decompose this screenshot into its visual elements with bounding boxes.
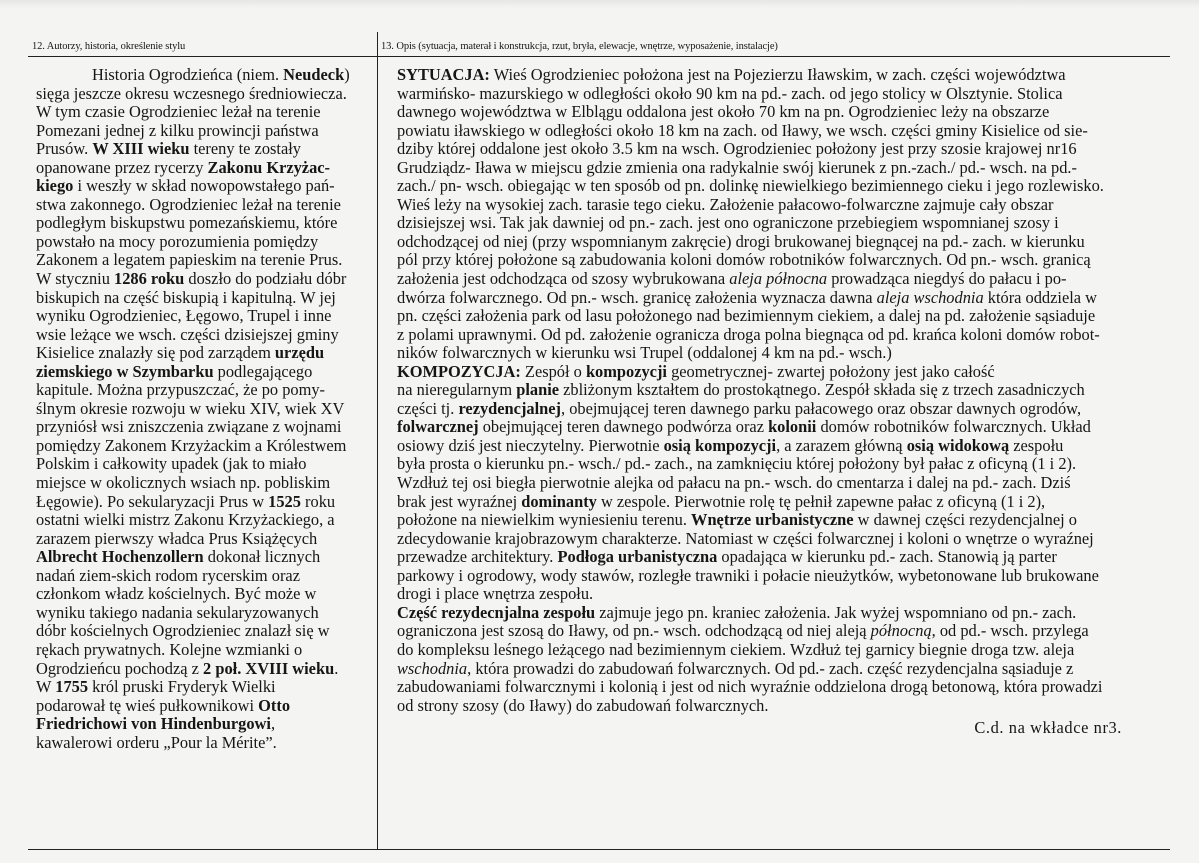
text-run: . [334, 658, 339, 678]
text-run: prowadząca niegdyś do pałacu i po- [827, 269, 1067, 289]
history-line [36, 474, 366, 493]
bold-text: 1525 [268, 491, 301, 511]
text-run: miejsce w okolicznych wsiach np. pobliskim [36, 473, 331, 493]
history-line [36, 660, 366, 679]
text-run: tereny te zostały [189, 139, 301, 159]
history-line [36, 715, 366, 734]
text-run: zdecydowanie krajobrazowym charakterze. Natomiast w części folwarcznej i koloni o wnętrze o wyraźnej [397, 528, 1094, 548]
history-line [36, 548, 366, 567]
description-line [397, 622, 1142, 641]
text-run: Ogrodzieńcu pochodzą z [36, 658, 204, 678]
bold-text: 1286 roku [114, 269, 185, 289]
italic-text: aleja wschodnia [876, 287, 984, 307]
text-run: kawalerowi orderu „Pour la Mérite”. [36, 732, 277, 752]
history-line [36, 214, 366, 233]
history-line [36, 511, 366, 530]
history-line [36, 344, 366, 363]
bold-text: 1755 [55, 677, 89, 697]
text-run: dóbr kościelnych Ogrodzieniec znalazł się w [36, 621, 330, 641]
history-line [36, 437, 366, 456]
text-run: powiatu iławskiego w odległości około 18 km na zach. od Iławy, we wsch. części gminy Kisielice od sie- [397, 120, 1088, 140]
text-run: król pruski Fryderyk Wielki [88, 677, 276, 697]
text-run: domów robotników folwarcznych. Układ [816, 417, 1091, 437]
history-line [36, 289, 366, 308]
bold-text: Zakonu Krzyżac- [207, 157, 331, 177]
bold-text: kompozycji [585, 361, 667, 381]
text-run: osiowy dziś jest nieczytelny. Pierwotnie [397, 435, 664, 455]
text-run: dawnego województwa w Elblągu oddalona jest około 70 km na pn. Ogrodzieniec leży na obszarze [397, 102, 1050, 122]
text-run: pomiędzy Zakonem Krzyżackim a Królestwem [36, 435, 347, 455]
text-run: dokonał licznych [203, 547, 321, 567]
header-rule [28, 56, 1170, 57]
text-run: z polami uprawnymi. Od pd. założenie ogranicza droga polna biegnąca od pd. krańca koloni domów robot- [397, 324, 1100, 344]
history-line [36, 418, 366, 437]
bold-text: dominanty [521, 491, 597, 511]
bold-text: osią kompozycji [663, 435, 777, 455]
bold-text: KOMPOZYCJA: [397, 361, 521, 381]
italic-text: aleja północna [729, 269, 828, 289]
text-run: Grudziądz- Iława w miejscu gdzie zmienia ona radykalnie swój kierunek z pn.-zach./ pd.- wsch. na pd.- [397, 157, 1077, 177]
history-line [36, 251, 366, 270]
text-run: pn. części założenia park od lasu położonego nad bezimiennym ciekiem, a dalej na pd. założenie sąsiaduje [397, 306, 1096, 326]
history-line [36, 567, 366, 586]
description-line [397, 474, 1142, 493]
text-run: przyniósł wsi zniszczenia związane z wojnami [36, 417, 342, 437]
text-run: zbliżonym kształtem do prostokątnego. Zespół składa się z trzech zasadniczych [559, 380, 1085, 400]
text-run: do kompleksu leśnego leżącego nad bezimiennym ciekiem. Wzdłuż tej garnicy biegnie droga tzw. aleja [397, 639, 1075, 659]
text-run: rękach prywatnych. Kolejne wzmianki o [36, 639, 303, 659]
text-run: Kisielice znalazły się pod zarządem [36, 343, 275, 363]
text-run: wyniku Ogrodzieniec, Łęgowo, Trupel i inne [36, 306, 332, 326]
description-line [397, 678, 1142, 697]
text-run: , a zarazem główną [776, 435, 907, 455]
text-run: która oddziela w [983, 287, 1097, 307]
text-run: przewadze architektury. [397, 547, 558, 567]
text-run: parkowy i ogrodowy, wody stawów, rozległe trawniki i połacie nieużytków, wybetonowane lub brukowane [397, 565, 1099, 585]
text-run: nadań ziem-skich rodom rycerskim oraz [36, 565, 300, 585]
bold-text: 2 poł. XVIII wieku [203, 658, 335, 678]
bold-text: Albrecht Hochenzollern [36, 547, 204, 567]
text-run: dzisiejszej wsi. Tak jak dawniej od pn.- zach. jest ono ograniczone przebiegiem wspomnianej szosy i [397, 213, 1059, 233]
bold-text: osią widokową [906, 435, 1010, 455]
text-run: zajmuje jego pn. kraniec założenia. Jak wyżej wspomniano od pn.- zach. [595, 602, 1077, 622]
text-run: roku [300, 491, 336, 511]
bold-text: planie [516, 380, 560, 400]
text-run: warmińsko- mazurskiego w odległości około 90 km na pd.- zach. od jego stolicy w Olsztynie. Stolica [397, 83, 1063, 103]
text-run: stwa zakonnego. Ogrodzieniec leżał na terenie [36, 194, 341, 214]
history-line [36, 140, 366, 159]
text-run: części tj. [397, 398, 459, 418]
text-run: odchodzącej od niej (przy wspomnianym zakręcie) drogi brukowanej biegnącej na pd.- zach. w kierunku [397, 231, 1085, 251]
history-line [36, 122, 366, 141]
bold-text: ziemskiego w Szymbarku [36, 361, 214, 381]
bold-text: Friedrichowi von Hindenburgowi [36, 714, 271, 734]
description-line [397, 270, 1142, 289]
history-line [36, 381, 366, 400]
history-line [36, 85, 366, 104]
bottom-rule [28, 849, 1170, 850]
text-run: Łęgowie). Po sekularyzacji Prus w [36, 491, 269, 511]
description-line [397, 103, 1142, 122]
text-run: od strony szosy (do Iławy) do zabudowań folwarcznych. [397, 695, 769, 715]
description-line [397, 437, 1142, 456]
text-run: W tym czasie Ogrodzieniec leżał na terenie [36, 102, 321, 122]
text-run: Prusów. [36, 139, 93, 159]
text-run: ślnym okresie rozwoju w wieku XIV, wiek XV [36, 398, 345, 418]
text-run: zarazem pierwszy władca Prus Książęcych [36, 528, 318, 548]
text-run: zespołu [1009, 435, 1064, 455]
history-line [36, 622, 366, 641]
text-run: W [36, 677, 56, 697]
text-run: zach./ pn- wsch. obiegając w ten sposób od pn. dolinkę niewielkiego bezimiennego cieku i jego rozlewisko. [397, 176, 1104, 196]
text-run: Pomezani jednej z kilku prowincji państwa [36, 120, 319, 140]
document-form [28, 32, 1170, 850]
bold-text: rezydencjalnej [458, 398, 561, 418]
column-divider [377, 32, 378, 850]
description-line [397, 177, 1142, 196]
text-run: ostatni wielki mistrz Zakonu Krzyżackiego, a [36, 510, 335, 530]
text-run: na nieregularnym [397, 380, 517, 400]
description-line [397, 493, 1142, 512]
description-line [397, 363, 1142, 382]
description-line [397, 251, 1142, 270]
history-line [36, 159, 366, 178]
text-run: podarował tę wieś pułkownikowi [36, 695, 259, 715]
text-run: wyniku takiego nadania sekularyzowanych [36, 602, 319, 622]
text-run: Wieś Ogrodzieniec położona jest na Pojezierzu Iławskim, w zach. części województwa [489, 65, 1066, 84]
bold-text: SYTUACJA: [397, 65, 490, 84]
history-line [36, 363, 366, 382]
history-line [36, 177, 366, 196]
text-run: , [270, 714, 276, 734]
history-line [36, 400, 366, 419]
text-run: dwórza folwarcznego. Od pn.- wsch. granicę założenia wyznacza dawna [397, 287, 877, 307]
description-line [397, 697, 1142, 716]
description-line [397, 122, 1142, 141]
text-run: , obejmującej teren dawnego parku pałacowego oraz obszar dawnych ogrodów, [561, 398, 1082, 418]
bold-text: Wnętrze urbanistyczne [691, 510, 854, 530]
description-line [397, 66, 1142, 85]
text-run: powstało na mocy porozumienia pomiędzy [36, 231, 319, 251]
text-run: biskupich na część biskupią i kapitulną. W jej [36, 287, 336, 307]
history-line [36, 641, 366, 660]
text-run: ) [344, 65, 350, 84]
description-line [397, 85, 1142, 104]
history-line [36, 493, 366, 512]
text-run: Wzdłuż tej osi biegła pierwotnie alejka od pałacu na pn.- wsch. do cmentarza i dalej na pd.- zach. Dziś [397, 473, 1071, 493]
description-line [397, 140, 1142, 159]
text-run: Zakonem a legatem papieskim na terenie Prus. [36, 250, 343, 270]
italic-text: wschodnia [397, 658, 468, 678]
bold-text: W XIII wieku [92, 139, 190, 159]
text-run: i weszły w skład nowopowstałego pań- [73, 176, 335, 196]
description-line [397, 289, 1142, 308]
right-column-header: 13. Opis (sytuacja, materał i konstrukcja, rzut, bryła, elewacje, wnętrze, wyposażenie, instalacje) [381, 41, 778, 52]
text-run: podlegającego [213, 361, 313, 381]
text-run: doszło do podziału dóbr [184, 269, 347, 289]
left-column-header: 12. Autorzy, historia, określenie stylu [32, 41, 186, 52]
text-run: sięga jeszcze okresu wczesnego średniowiecza. [36, 83, 347, 103]
history-line [36, 585, 366, 604]
history-line [36, 233, 366, 252]
text-run: dziby której oddalone jest około 3.5 km na wsch. Ogrodzieniec położony jest przy szosie krajowej nr16 [397, 139, 1077, 159]
description-line [397, 455, 1142, 474]
text-run: podległym biskupstwu pomezańskiemu, które [36, 213, 338, 233]
bold-text: folwarcznej [397, 417, 479, 437]
history-line [36, 66, 366, 85]
description-line [397, 418, 1142, 437]
text-run: Wieś leży na wysokiej zach. tarasie tego cieku. Założenie pałacowo-folwarczne zajmuje cały obszar [397, 194, 1054, 214]
text-run: Polskim i całkowity upadek (jak to miało [36, 454, 307, 474]
text-run: Zespół o [520, 361, 586, 381]
description-text [397, 66, 1142, 738]
history-line [36, 270, 366, 289]
description-line [397, 381, 1142, 400]
text-run: w dawnej części rezydencjalnej o [853, 510, 1077, 530]
text-run: , która prowadzi do zabudowań folwarcznych. Od pd.- zach. część rezydencjalna sąsiaduje z [467, 658, 1074, 678]
bold-text: kolonii [768, 417, 817, 437]
text-run: zabudowaniami folwarcznymi i kolonią i jest od nich wyraźnie oddzielona drogą betonową, która prowadzi [397, 677, 1103, 697]
text-run: , od pd.- wsch. przylega [931, 621, 1089, 641]
description-line [397, 604, 1142, 623]
bold-text: urzędu [274, 343, 325, 363]
description-line [397, 307, 1142, 326]
text-run: Historia Ogrodzieńca (niem. [92, 65, 284, 84]
text-run: położone na niewielkim wyniesieniu terenu. [397, 510, 692, 530]
bold-text: kiego [36, 176, 74, 196]
description-line [397, 159, 1142, 178]
text-run: opadająca w kierunku pd.- zach. Stanowią ją parter [717, 547, 1057, 567]
text-run: obejmującej teren dawnego podwórza oraz [478, 417, 769, 437]
text-run: założenia jest odchodząca od szosy wybrukowana [397, 269, 730, 289]
italic-text: północną [870, 621, 932, 641]
bold-text: Neudeck [283, 65, 345, 84]
description-line [397, 585, 1142, 604]
text-run: ograniczona jest szosą do Iławy, od pn.- wsch. odchodzącą od niej aleją [397, 621, 871, 641]
text-run: kapitule. Można przypuszczać, że po pomy- [36, 380, 325, 400]
description-line [397, 344, 1142, 363]
description-line [397, 548, 1142, 567]
continuation-note: C.d. na wkładce nr3. [974, 718, 1122, 738]
description-line [397, 511, 1142, 530]
page-top-edge [0, 0, 1199, 8]
text-run: ników folwarcznych w kierunku wsi Trupel (oddalonej 4 km na pd.- wsch.) [397, 343, 892, 363]
history-line [36, 530, 366, 549]
bold-text: Podłoga urbanistyczna [557, 547, 718, 567]
history-line [36, 455, 366, 474]
description-line [397, 214, 1142, 233]
text-run: wsie leżące we wsch. części dzisiejszej gminy [36, 324, 339, 344]
text-run: geometrycznej- zwartej położony jest jako całość [666, 361, 995, 381]
text-run: była prosta o kierunku pn.- wsch./ pd.- zach., na zamknięciu której położony był pałac z oficyną (1 i 2). [397, 454, 1077, 474]
description-line [397, 196, 1142, 215]
text-run: pól przy której położone są zabudowania koloni domów robotników folwarcznych. Od pn.- wsch. granicą [397, 250, 1091, 270]
history-line [36, 697, 366, 716]
text-run: drogi i place wnętrza zespołu. [397, 584, 594, 604]
history-line [36, 307, 366, 326]
description-line [397, 641, 1142, 660]
text-run: członkom władz kościelnych. Być może w [36, 584, 317, 604]
history-line [36, 604, 366, 623]
text-run: brak jest wyraźnej [397, 491, 522, 511]
history-line [36, 734, 366, 753]
history-line [36, 103, 366, 122]
bold-text: Otto [258, 695, 291, 715]
history-text [36, 66, 366, 752]
description-line [397, 233, 1142, 252]
bold-text: Część rezydecnjalna zespołu [397, 602, 596, 622]
description-line [397, 567, 1142, 586]
history-line [36, 196, 366, 215]
history-line [36, 326, 366, 345]
text-run: opanowane przez rycerzy [36, 157, 208, 177]
description-line [397, 326, 1142, 345]
text-run: w zespole. Pierwotnie rolę tę pełnił zapewne pałac z oficyną (1 i 2), [596, 491, 1046, 511]
description-line [397, 400, 1142, 419]
description-line [397, 660, 1142, 679]
description-line [397, 530, 1142, 549]
history-line [36, 678, 366, 697]
text-run: W styczniu [36, 269, 114, 289]
